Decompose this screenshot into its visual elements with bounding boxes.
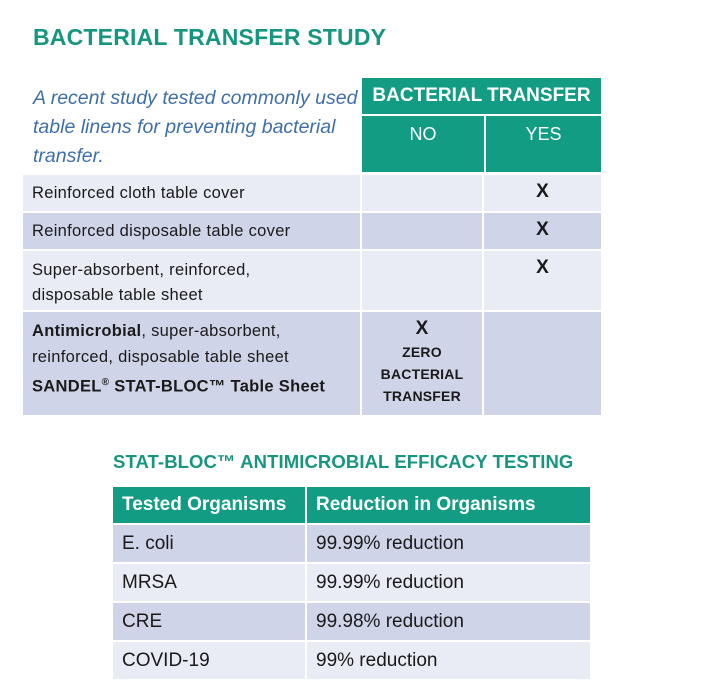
- row-label: [23, 251, 360, 310]
- efficacy-table: [113, 487, 590, 681]
- row-label: [23, 312, 360, 415]
- reduction-cell: 99.98% reduction: [306, 602, 590, 641]
- table-row: [113, 641, 590, 680]
- organism-cell: MRSA: [113, 563, 306, 602]
- row-label-line1: Super-absorbent, reinforced,: [32, 261, 251, 279]
- organism-cell: COVID-19: [113, 641, 306, 680]
- page-title: BACTERIAL TRANSFER STUDY: [33, 24, 387, 50]
- study-row-disposable-cover: [23, 213, 601, 249]
- no-cell: [360, 312, 484, 415]
- yes-cell: [484, 175, 601, 211]
- organism-cell: CRE: [113, 602, 306, 641]
- table-row: [113, 524, 590, 563]
- row-label: Reinforced disposable table cover: [23, 213, 360, 249]
- reduction-cell: 99.99% reduction: [306, 524, 590, 563]
- header-no: NO: [362, 116, 484, 172]
- study-row-stat-bloc: [23, 312, 601, 415]
- no-cell: [360, 213, 484, 249]
- row-label: Reinforced cloth table cover: [23, 175, 360, 211]
- col-reduction: Reduction in Organisms: [306, 487, 590, 524]
- header-bacterial-transfer: BACTERIAL TRANSFER: [362, 78, 601, 114]
- table-row: [113, 563, 590, 602]
- antimicrobial-label: Antimicrobial: [32, 322, 142, 340]
- yes-cell: [484, 251, 601, 310]
- row-label-line1: Antimicrobial, super-absorbent,: [32, 322, 281, 340]
- row-label-line2: reinforced, disposable table sheet: [32, 348, 289, 366]
- study-row-cloth-cover: [23, 175, 601, 211]
- header-yes: YES: [486, 116, 601, 172]
- efficacy-title: STAT-BLOC™ ANTIMICROBIAL EFFICACY TESTING: [113, 451, 574, 472]
- no-cell: [360, 251, 484, 310]
- efficacy-header-row: [113, 487, 590, 524]
- no-cell: [360, 175, 484, 211]
- product-name: SANDEL® STAT-BLOC™ Table Sheet: [32, 377, 326, 396]
- study-row-super-absorbent: [23, 251, 601, 310]
- x-mark: X: [536, 257, 549, 278]
- reduction-cell: 99% reduction: [306, 641, 590, 680]
- zero-transfer-note: ZERO BACTERIAL TRANSFER: [380, 344, 464, 404]
- x-mark: X: [536, 181, 549, 202]
- intro-text: A recent study tested commonly used table linens for preventing bacterial transfer.: [33, 87, 358, 167]
- reduction-cell: 99.99% reduction: [306, 563, 590, 602]
- table-row: [113, 602, 590, 641]
- row-label-line2: disposable table sheet: [32, 286, 203, 304]
- col-tested-organisms: Tested Organisms: [113, 487, 306, 524]
- x-mark: X: [536, 219, 549, 240]
- yes-cell: [484, 312, 601, 415]
- yes-cell: [484, 213, 601, 249]
- x-mark: X: [415, 318, 429, 339]
- organism-cell: E. coli: [113, 524, 306, 563]
